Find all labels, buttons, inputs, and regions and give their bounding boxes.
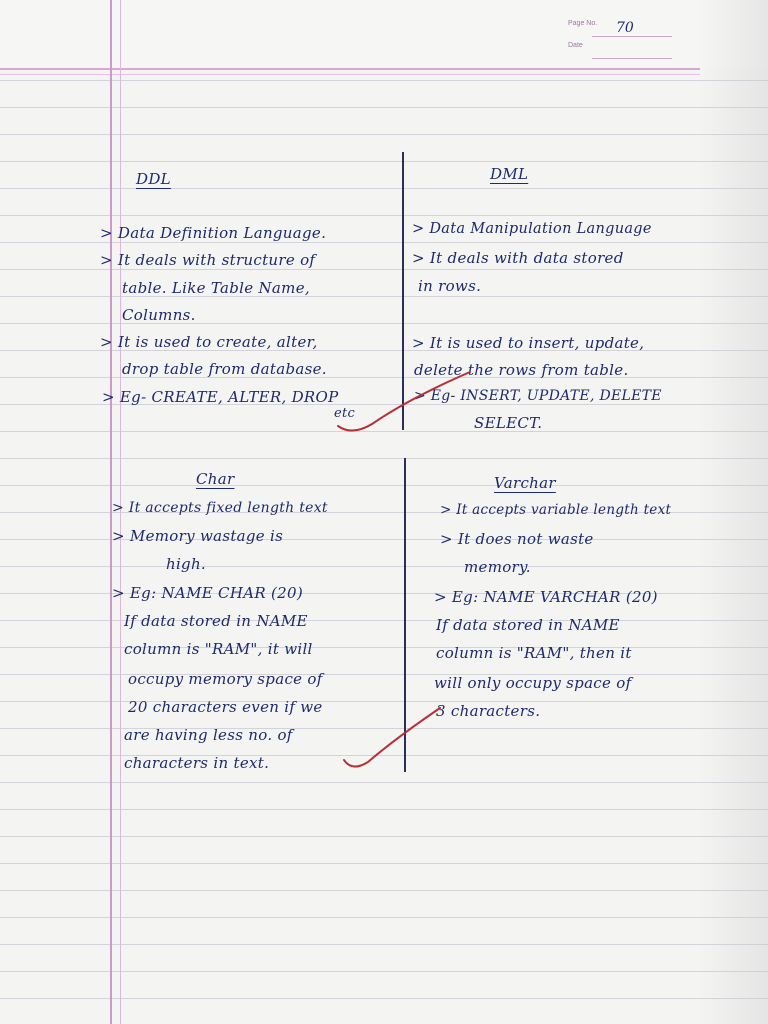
check-mark-bottom	[344, 708, 440, 767]
ddl-heading: DDL	[136, 170, 171, 188]
ddl-line-2: > It deals with structure of	[100, 251, 316, 269]
varchar-line-5: If data stored in NAME	[436, 616, 620, 634]
ddl-line-1: > Data Definition Language.	[100, 224, 327, 242]
varchar-line-4: > Eg: NAME VARCHAR (20)	[434, 588, 658, 606]
varchar-line-1: > It accepts variable length text	[440, 502, 672, 518]
char-heading: Char	[196, 470, 235, 488]
page-number: 70	[616, 20, 634, 36]
dml-line-6: > Eg- INSERT, UPDATE, DELETE	[414, 388, 662, 404]
char-line-9: are having less no. of	[124, 726, 293, 744]
char-line-3: high.	[166, 555, 206, 573]
dml-heading: DML	[490, 165, 529, 183]
dml-line-3: in rows.	[418, 277, 482, 295]
char-line-4: > Eg: NAME CHAR (20)	[112, 584, 303, 602]
dml-line-4: > It is used to insert, update,	[412, 334, 645, 352]
varchar-line-3: memory.	[464, 558, 531, 576]
varchar-heading: Varchar	[494, 474, 556, 492]
char-line-1: > It accepts fixed length text	[112, 500, 328, 516]
char-line-2: > Memory wastage is	[112, 527, 284, 545]
ddl-line-8: etc	[334, 406, 356, 421]
char-line-5: If data stored in NAME	[124, 612, 308, 630]
dml-line-7: SELECT.	[474, 414, 543, 432]
varchar-line-8: 3 characters.	[436, 702, 541, 720]
ddl-line-3: table. Like Table Name,	[122, 279, 310, 297]
varchar-line-7: will only occupy space of	[434, 674, 632, 692]
dml-line-1: > Data Manipulation Language	[412, 221, 652, 237]
char-line-7: occupy memory space of	[128, 670, 323, 688]
varchar-line-6: column is "RAM", then it	[436, 644, 632, 662]
ddl-line-5: > It is used to create, alter,	[100, 333, 318, 351]
ddl-line-6: drop table from database.	[122, 360, 327, 378]
varchar-line-2: > It does not waste	[440, 530, 594, 548]
check-mark-top	[338, 372, 470, 431]
ddl-line-4: Columns.	[122, 306, 196, 324]
dml-line-5: delete the rows from table.	[414, 361, 629, 379]
char-line-6: column is "RAM", it will	[124, 640, 313, 658]
dml-line-2: > It deals with data stored	[412, 249, 624, 267]
char-line-10: characters in text.	[124, 754, 270, 772]
char-line-8: 20 characters even if we	[128, 698, 323, 716]
ddl-line-7: > Eg- CREATE, ALTER, DROP	[102, 388, 339, 406]
date-label: Date	[568, 42, 583, 49]
page-no-label: Page No.	[568, 20, 598, 27]
